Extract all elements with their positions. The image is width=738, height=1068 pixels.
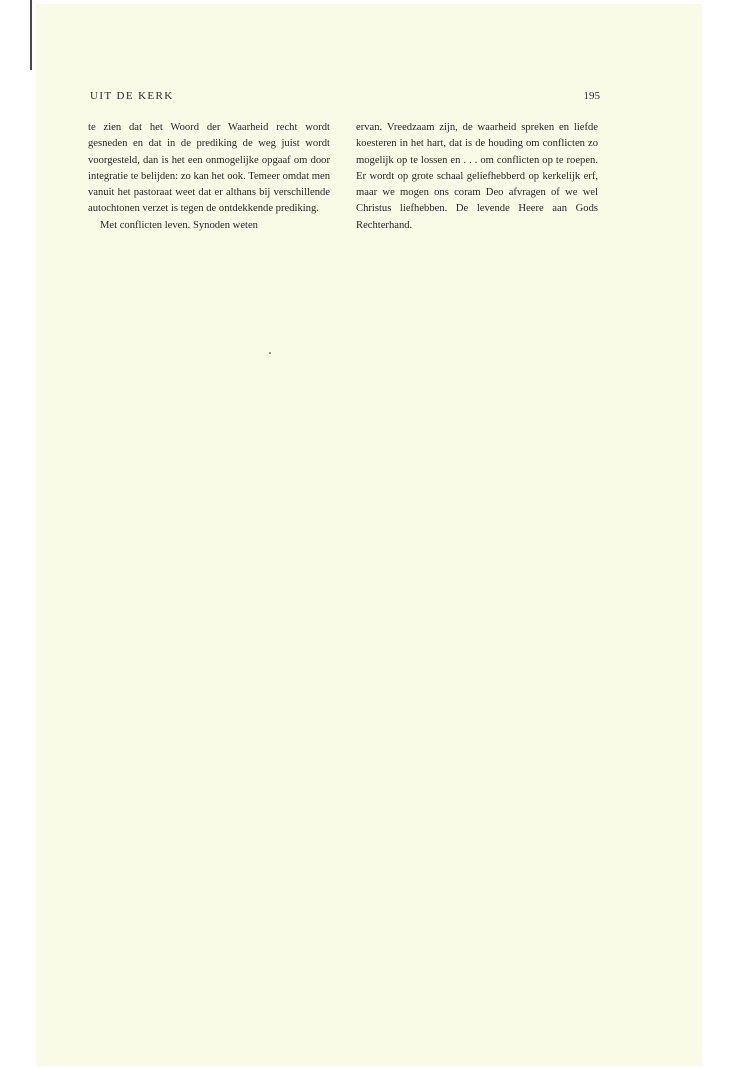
running-title: UIT DE KERK [90,90,174,102]
paragraph: ervan. Vreedzaam zijn, de waarheid spreken en liefde koesteren in het hart, dat is de houding om conflicten zo mogelijk op te lossen en . . . om conflicten op te roepen. Er wordt op grote schaal geliefhebberd op kerkelijk erf, maar we mogen ons coram Deo afvragen of we wel Christus liefhebben. De levende Heere aan Gods Rechterhand. [356,122,598,231]
left-text-column [88,120,330,234]
right-text-column [356,120,598,234]
paragraph: te zien dat het Woord der Waarheid recht wordt gesneden en dat in de prediking de weg juist wordt voorgesteld, dan is het een onmogelijke opgaaf om door integratie te belijden: zo kan het ook. Temeer omdat men vanuit het pastoraat weet dat er althans bij verschillende autochtonen verzet is tegen de ontdekkende prediking. [88,122,330,215]
page-number: 195 [583,90,600,102]
print-speck [269,352,271,354]
running-header [90,90,600,106]
paragraph: Met conflicten leven. Synoden weten [100,219,258,231]
scan-edge-line [30,0,32,70]
